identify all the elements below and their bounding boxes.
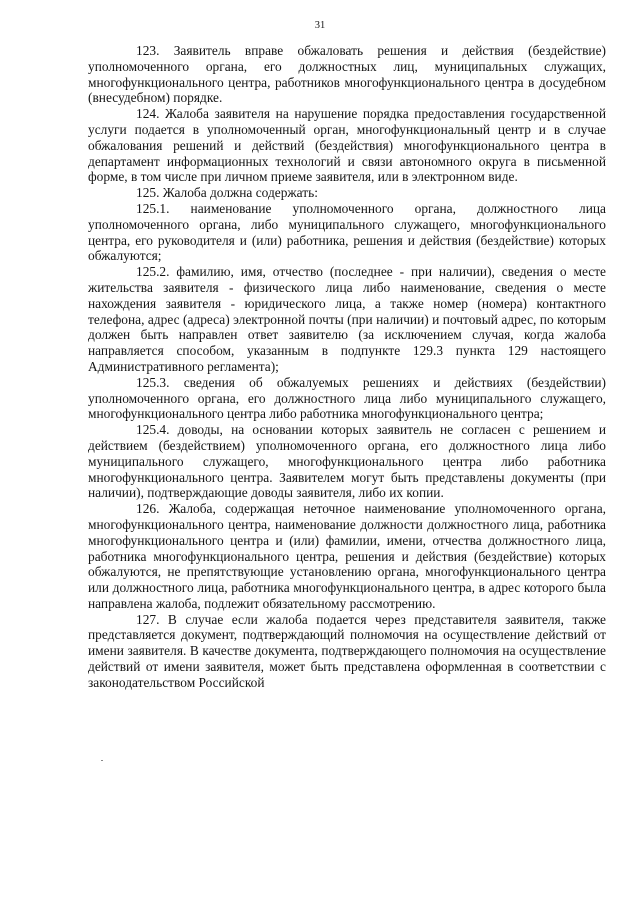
paragraph-126: 126. Жалоба, содержащая неточное наименование уполномоченного органа, многофункционального центра, наименование должности должностного лица, работника многофункционального центра и (или) фамилии, имени, отчества должностного лица, работника многофункционального центра, решения и действия (бездействие) которых обжалуются, не препятствующие установлению органа, многофункционального центра или должностного лица, работника многофункционального центра, в адрес которого была направлена жалоба, подлежит обязательному рассмотрению. — [88, 501, 606, 611]
document-body — [88, 43, 606, 691]
paragraph-125-3: 125.3. сведения об обжалуемых решениях и действиях (бездействии) уполномоченного органа, его должностного лица либо муниципального служащего, многофункционального центра либо работника многофункционального центра; — [88, 374, 606, 422]
paragraph-123: 123. Заявитель вправе обжаловать решения и действия (бездействие) уполномоченного органа, его должностных лиц, муниципальных служащих, многофункционального центра, работников многофункционального центра в досудебном (внесудебном) порядке. — [88, 43, 606, 106]
page-number: 31 — [314, 20, 326, 31]
paragraph-125-1: 125.1. наименование уполномоченного органа, должностного лица уполномоченного органа, либо муниципального служащего, многофункционального центра, его руководителя и (или) работника, решения и действия (бездействие) которых обжалуются; — [88, 200, 606, 264]
scan-speck — [101, 760, 103, 761]
paragraph-125-4: 125.4. доводы, на основании которых заявитель не согласен с решением и действием (бездействием) уполномоченного органа, его должностного лица либо муниципального служащего, многофункционального центра либо работника многофункционального центра. Заявителем могут быть представлены документы (при наличии), подтверждающие доводы заявителя, либо их копии. — [88, 422, 606, 501]
paragraph-127: 127. В случае если жалоба подается через представителя заявителя, также представляется документ, подтверждающий полномочия на осуществление действий от имени заявителя. В качестве документа, подтверждающего полномочия на осуществление действий от имени заявителя, может быть представлена оформленная в соответствии с законодательством Российской — [88, 611, 606, 690]
paragraph-125: 125. Жалоба должна содержать: — [136, 185, 318, 201]
paragraph-125-2: 125.2. фамилию, имя, отчество (последнее - при наличии), сведения о месте жительства заявителя - физического лица либо наименование, сведения о месте нахождения заявителя - юридического лица, а также номер (номера) контактного телефона, адрес (адреса) электронной почты (при наличии) и почтовый адрес, по которым должен быть направлен ответ заявителю (за исключением случая, когда жалоба направляется способом, указанным в подпункте 129.3 пункта 129 настоящего Административного регламента); — [88, 264, 606, 374]
paragraph-124: 124. Жалоба заявителя на нарушение порядка предоставления государственной услуги подается в уполномоченный орган, многофункциональный центр и в случае обжалования решений и действий (бездействия) многофункционального центра в департамент информационных технологий и связи автономного округа в письменной форме, в том числе при личном приеме заявителя, или в электронном виде. — [88, 106, 606, 185]
